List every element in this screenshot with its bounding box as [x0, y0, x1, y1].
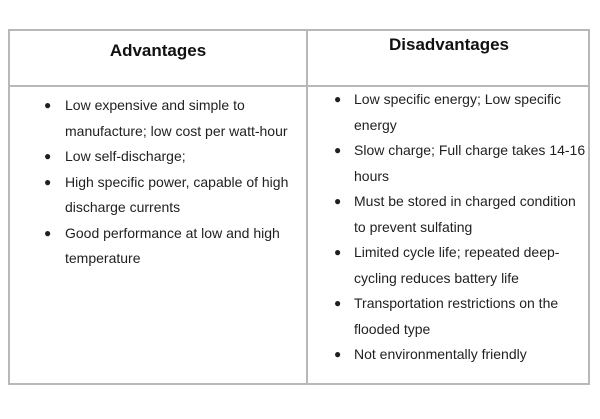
pros-cons-table: [8, 29, 590, 385]
bullet-icon: ●: [334, 296, 342, 310]
list-item-text: High specific power, capable of high discharge currents: [65, 173, 289, 215]
list-item: [44, 93, 303, 144]
list-item-text: Transportation restrictions on the flooded type: [354, 295, 559, 337]
list-item-text: Low expensive and simple to manufacture; low cost per watt-hour: [65, 97, 288, 139]
disadvantages-header: Disadvantages: [389, 35, 509, 54]
bullet-icon: ●: [44, 98, 52, 112]
list-item: [334, 87, 586, 138]
list-item: [334, 189, 586, 240]
list-item: [44, 221, 303, 272]
bullet-icon: ●: [334, 143, 342, 157]
advantages-list: [44, 93, 303, 272]
bullet-icon: ●: [334, 194, 342, 208]
list-item: [334, 138, 586, 189]
list-item: [44, 144, 303, 170]
list-item-text: Limited cycle life; repeated deep-cycling reduces battery life: [354, 244, 560, 286]
column-divider: [306, 31, 308, 383]
list-item: [334, 342, 586, 368]
list-item: [334, 240, 586, 291]
bullet-icon: ●: [44, 225, 52, 240]
list-item: [44, 170, 303, 221]
advantages-header: Advantages: [109, 41, 207, 60]
list-item-text: Low self-discharge;: [65, 148, 186, 164]
disadvantages-list: [334, 87, 586, 368]
list-item-text: Not environmentally friendly: [354, 346, 527, 362]
list-item: [334, 291, 586, 342]
bullet-icon: ●: [44, 174, 52, 189]
list-item-text: Low specific energy; Low specific energy: [354, 91, 561, 133]
bullet-icon: ●: [334, 245, 342, 259]
bullet-icon: ●: [334, 92, 342, 106]
list-item-text: Must be stored in charged condition to prevent sulfating: [354, 193, 576, 235]
list-item-text: Slow charge; Full charge takes 14-16 hours: [354, 142, 586, 184]
bullet-icon: ●: [44, 149, 52, 163]
list-item-text: Good performance at low and high temperature: [65, 224, 280, 266]
bullet-icon: ●: [334, 347, 342, 361]
